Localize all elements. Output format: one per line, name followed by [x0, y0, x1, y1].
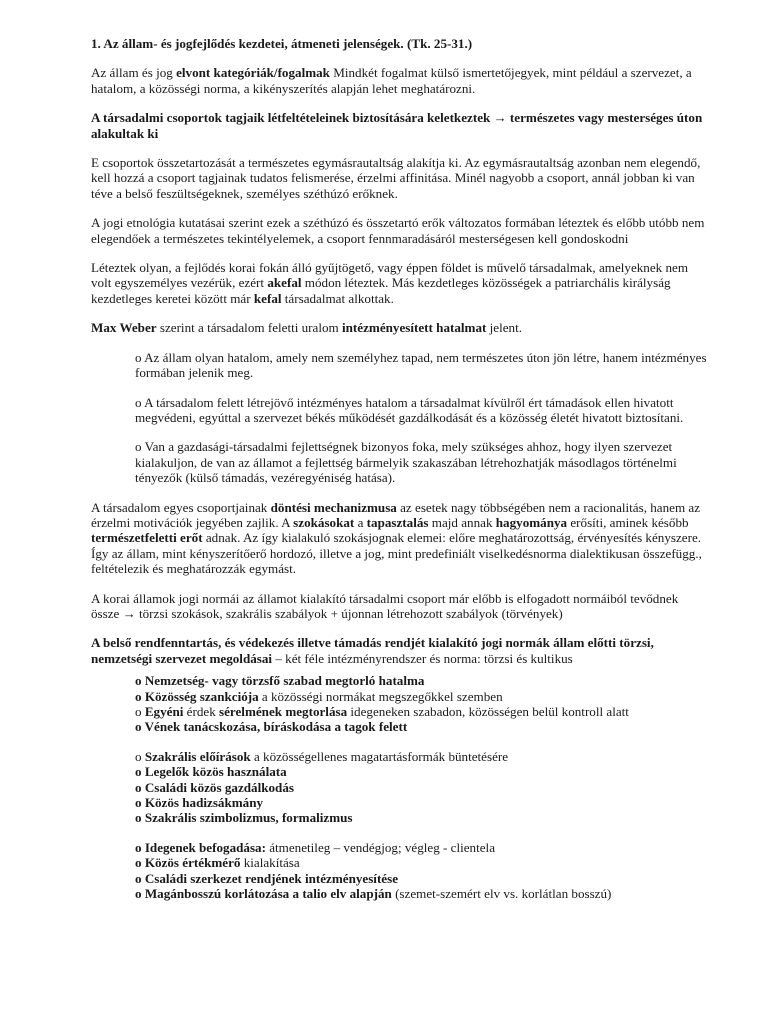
text-run: E csoportok összetartozását a természetes egymásrautaltság alakítja ki. Az egymásrautaltság azonban nem elegendő, kell hozzá a csoport tagjainak tudatos felismerése, érzelmi affinitása. Minél nagyobb a csoport, annál jobban ki van téve a belső feszültségeknek, személyes széthúzó erőknek. — [91, 155, 701, 201]
text-run: o Az állam olyan hatalom, amely nem személyhez tapad, nem természetes úton jön létre, hanem intézményes formában jelenik meg. — [135, 349, 707, 381]
list-item — [135, 810, 708, 825]
bold-text-run: hagyománya — [495, 514, 568, 530]
page-title: 1. Az állam- és jogfejlődés kezdetei, átmeneti jelenségek. (Tk. 25-31.) — [91, 36, 473, 51]
text-run: o A társadalom felett létrejövő intézményes hatalom a társadalmat kívülről ért támadások ellen hivatott megvédeni, egyúttal a szervezet békés működését gazdálkodását és a közösség életét hivatott biztosítani. — [135, 394, 684, 425]
bold-text-run: természetfeletti erőt — [91, 530, 203, 546]
bold-text-run: Szakrális előírások — [144, 748, 251, 764]
bold-text-run: A társadalmi csoportok tagjaik létfeltételeinek biztosítására keletkeztek → természetes vagy mesterséges úton alakultak ki — [91, 110, 703, 141]
list-item — [135, 886, 708, 901]
bold-text-run: o Magánbosszú korlátozása a talio elv alapján — [135, 886, 392, 902]
bold-text-run: intézményesített hatalmat — [342, 320, 487, 336]
text-run: A társadalom egyes csoportjainak — [91, 499, 271, 515]
bold-text-run: o Családi szerkezet rendjének intézményesítése — [135, 870, 399, 886]
institution-list-tribal — [91, 673, 708, 735]
bold-text-run: tapasztalás — [366, 514, 429, 530]
text-run: a közösségellenes magatartásformák büntetésére — [250, 748, 509, 764]
bold-text-run: sérelmének megtorlása — [219, 704, 348, 719]
bold-text-run: Egyéni — [144, 704, 184, 719]
institution-list-cultic — [91, 749, 708, 826]
text-run: adnak. Az így kialakuló szokásjognak elemei: előre meghatározottság, érvényesítés kényszere. Így az állam, mint kényszerítőerő hordozó, illetve a jog, mint predefiniált viselkedésnorma dialektikusan összefügg., feltételezik és meghatározzák egymást. — [91, 530, 702, 577]
bold-text-run: kefal — [253, 290, 282, 306]
weber-point — [135, 395, 708, 426]
bold-text-run: o Közös hadizsákmány — [135, 795, 264, 811]
bold-text-run: szokásokat — [293, 514, 355, 530]
text-run: kialakítása — [240, 855, 300, 871]
text-run: o — [135, 704, 145, 719]
bold-text-run: o Nemzetség- vagy törzsfő szabad megtorló hatalma — [135, 673, 425, 689]
text-run: o Van a gazdasági-társadalmi fejlettségnek bizonyos foka, mely szükséges ahhoz, hogy ilyen szervezet kialakuljon, de van az államot a fejlettség bármelyik szakaszában létrehozhatják másodlagos történelmi tényezők (külső támadás, vezéregyéniség hatása). — [135, 439, 677, 486]
paragraph-decision-mechanism — [91, 500, 708, 577]
bold-text-run: döntési mechanizmusa — [270, 499, 397, 515]
weber-point — [135, 439, 708, 485]
list-item — [135, 673, 708, 688]
list-item — [135, 719, 708, 734]
paragraph-internal-order — [91, 635, 708, 666]
list-item — [135, 704, 708, 719]
text-run: jelent. — [486, 320, 523, 336]
paragraph-early-state-norms — [91, 591, 708, 622]
paragraph-max-weber — [91, 320, 708, 335]
text-run: Az állam és jog — [91, 65, 177, 81]
bold-text-run: o Vének tanácskozása, bíráskodása a tagok felett — [135, 719, 408, 735]
paragraph-group-cohesion — [91, 155, 708, 201]
paragraph-abstract-concepts — [91, 65, 708, 96]
paragraph-legal-ethnology — [91, 215, 708, 246]
text-run: átmenetileg – vendégjog; végleg - clientela — [265, 839, 496, 855]
bold-text-run: o Családi közös gazdálkodás — [135, 779, 294, 795]
paragraph-acephalous-societies — [91, 260, 708, 306]
list-item — [135, 689, 708, 704]
list-item — [135, 855, 708, 870]
text-run: A jogi etnológia kutatásai szerint ezek a széthúzó és összetartó erők változatos formában léteztek és előbb utóbb nem elegendőek a természetes tekintélyelemek, a csoport fennmaradásáról mesterségesen kell gondoskodni — [91, 215, 705, 246]
text-run: Mindkét fogalmat külső ismertetőjegyek, mint például a szervezet, a hatalom, a közösségi norma, a kikényszerítés alapján lehet meghatározni. — [91, 65, 692, 96]
text-run: módon léteztek. Más kezdetleges közösségek a patriarchális királyság kezdetleges keretei között már — [91, 275, 671, 306]
bold-text-run: akefal — [267, 275, 302, 291]
bold-text-run: o Szakrális szimbolizmus, formalizmus — [135, 810, 353, 826]
bold-text-run: o Közösség szankciója — [135, 688, 259, 704]
list-item — [135, 780, 708, 795]
list-item — [135, 749, 708, 764]
institution-list-transitional — [91, 840, 708, 902]
text-run: – két féle intézményrendszer és norma: törzsi és kultikus — [272, 650, 573, 666]
text-run: Léteztek olyan, a fejlődés korai fokán álló gyűjtögető, vagy éppen földet is művelő társadalmak, amelyeknek nem volt egyszemélyes vezérük, ezért — [91, 260, 689, 291]
bold-text-run: o Idegenek befogadása: — [135, 839, 266, 855]
text-run: majd annak — [428, 514, 496, 530]
paragraph-social-groups — [91, 110, 708, 141]
text-run: a közösségi normákat megszegőkkel szemben — [258, 688, 503, 704]
text-run: (szemet-szemért elv vs. korlátlan bosszú) — [391, 886, 612, 902]
text-run: a — [354, 514, 367, 530]
list-item — [135, 871, 708, 886]
bold-text-run: elvont kategóriák/fogalmak — [176, 65, 330, 81]
list-item — [135, 795, 708, 810]
text-run: társadalmat alkottak. — [281, 290, 394, 306]
text-run: érdek — [183, 704, 220, 719]
text-run: az esetek nagy többségében nem a racionalitás, hanem az érzelmi motivációk jegyében zajlik. A — [91, 499, 701, 530]
bold-text-run: o Legelők közös használata — [135, 764, 287, 780]
text-run: szerint a társadalom feletti uralom — [156, 320, 343, 336]
text-run: o — [135, 748, 145, 764]
text-run: erősíti, aminek később — [567, 514, 689, 530]
bold-text-run: o Közös értékmérő — [135, 855, 241, 871]
text-run: idegeneken szabadon, közösségen belül kontroll alatt — [347, 704, 629, 719]
bold-text-run: Max Weber — [91, 320, 157, 336]
list-item — [135, 840, 708, 855]
bold-text-run: A belső rendfenntartás, és védekezés illetve támadás rendjét kialakító jogi normák állam előtti törzsi, nemzetségi szervezet megoldásai — [91, 635, 654, 666]
list-item — [135, 764, 708, 779]
weber-point — [135, 350, 708, 381]
text-run: A korai államok jogi normái az államot kialakító társadalmi csoport már előbb is elfogadott normáiból tevődnek össze → törzsi szokások, szakrális szabályok + újonnan létrehozott szabályok (törvények) — [91, 590, 679, 621]
weber-points — [91, 350, 708, 486]
